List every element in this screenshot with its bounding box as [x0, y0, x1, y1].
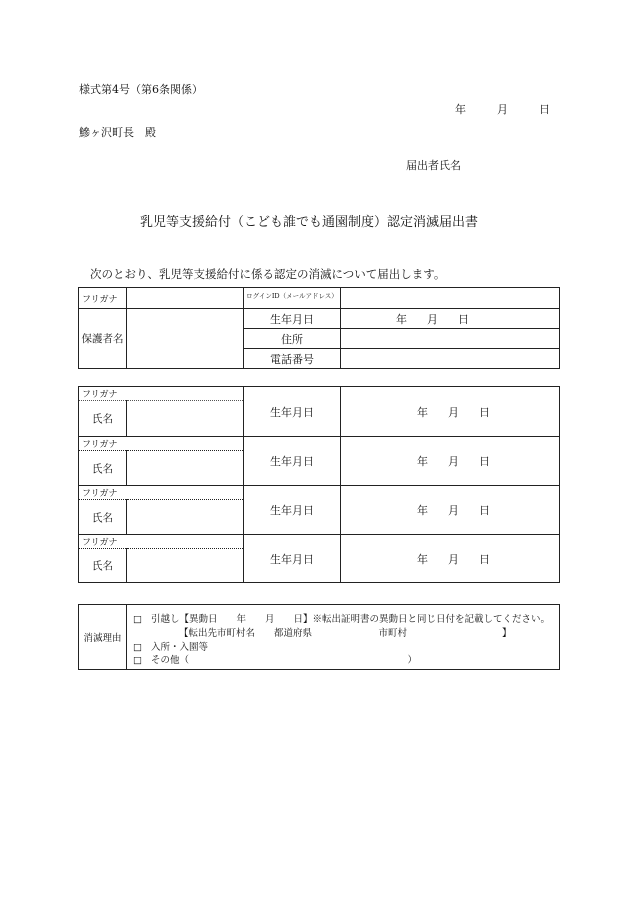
guardian-name-field[interactable]: [127, 309, 244, 369]
applicant-name-label: 届出者氏名: [406, 159, 461, 172]
date-month: 月: [497, 103, 508, 116]
child-birthdate-label: 生年月日: [244, 437, 341, 486]
other-text: その他（ ）: [151, 655, 418, 666]
child-name-field[interactable]: [127, 401, 244, 437]
address-field[interactable]: [341, 329, 560, 349]
document-title: 乳児等支援給付（こども誰でも通園制度）認定消滅届出書: [140, 215, 479, 230]
guardian-birth-month: 月: [427, 312, 438, 326]
child-name-label: 氏名: [79, 500, 127, 535]
phone-field[interactable]: [341, 349, 560, 369]
child-furigana-label: フリガナ: [79, 535, 244, 549]
address-label: 住所: [244, 329, 341, 349]
guardian-furigana-label: フリガナ: [79, 288, 127, 309]
addressee: 鰺ヶ沢町長 殿: [79, 126, 156, 139]
checkbox-move[interactable]: □: [133, 614, 142, 625]
form-number: 様式第4号（第6条関係）: [79, 83, 203, 96]
admission-text: 入所・入園等: [151, 642, 209, 653]
child-birth-year: 年: [417, 405, 428, 419]
reason-options: [127, 605, 560, 670]
child-birth-day: 日: [479, 504, 490, 517]
child-birthdate-label: 生年月日: [244, 486, 341, 535]
child-birth-day: 日: [479, 552, 490, 566]
guardian-birthdate-label: 生年月日: [244, 309, 341, 329]
date-year: 年: [455, 103, 466, 116]
child-furigana-label: フリガナ: [79, 387, 244, 401]
child-birthdate-field[interactable]: [341, 535, 560, 583]
date-line: [455, 101, 550, 117]
guardian-birth-year: 年: [396, 312, 407, 326]
guardian-birth-day: 日: [458, 312, 469, 326]
reason-label: 消滅理由: [79, 605, 127, 670]
guardian-table: [78, 287, 560, 369]
children-table: [78, 386, 560, 583]
child-birthdate-field[interactable]: [341, 387, 560, 437]
child-name-label: 氏名: [79, 401, 127, 437]
child-birth-month: 月: [448, 504, 459, 517]
checkbox-other[interactable]: □: [133, 655, 142, 666]
child-name-label: 氏名: [79, 549, 127, 583]
child-birth-month: 月: [448, 552, 459, 566]
reason-option-other[interactable]: [133, 652, 417, 666]
child-birthdate-label: 生年月日: [244, 387, 341, 437]
checkbox-admission[interactable]: □: [133, 642, 142, 653]
child-name-field[interactable]: [127, 549, 244, 583]
child-name-field[interactable]: [127, 500, 244, 535]
move-text: 引越し【異動日 年 月 日】※転出証明書の異動日と同じ日付を記載してください。: [151, 614, 551, 625]
guardian-furigana-field[interactable]: [127, 288, 244, 309]
child-birth-month: 月: [448, 405, 459, 419]
child-birth-day: 日: [479, 455, 490, 468]
child-furigana-label: フリガナ: [79, 486, 244, 500]
phone-label: 電話番号: [244, 349, 341, 369]
move-destination: 【転出先市町村名 都道府県 市町村 】: [179, 628, 512, 639]
child-furigana-label: フリガナ: [79, 437, 244, 451]
reason-table: [78, 604, 560, 670]
child-birth-year: 年: [417, 552, 428, 566]
reason-option-admission[interactable]: [133, 639, 208, 653]
guardian-name-label: 保護者名: [79, 309, 127, 369]
child-birth-day: 日: [479, 405, 490, 419]
reason-option-move[interactable]: [133, 611, 550, 625]
child-birthdate-field[interactable]: [341, 486, 560, 535]
guardian-birthdate-field[interactable]: [341, 309, 560, 329]
login-id-field[interactable]: [341, 288, 560, 309]
child-name-field[interactable]: [127, 451, 244, 486]
child-birth-month: 月: [448, 455, 459, 468]
child-birthdate-label: 生年月日: [244, 535, 341, 583]
date-day: 日: [539, 103, 550, 116]
login-id-label: ログインID（メールアドレス）: [244, 288, 341, 309]
child-birth-year: 年: [417, 504, 428, 517]
child-birth-year: 年: [417, 455, 428, 468]
child-birthdate-field[interactable]: [341, 437, 560, 486]
child-name-label: 氏名: [79, 451, 127, 486]
intro-text: 次のとおり、乳児等支援給付に係る認定の消滅について届出します。: [90, 267, 446, 281]
